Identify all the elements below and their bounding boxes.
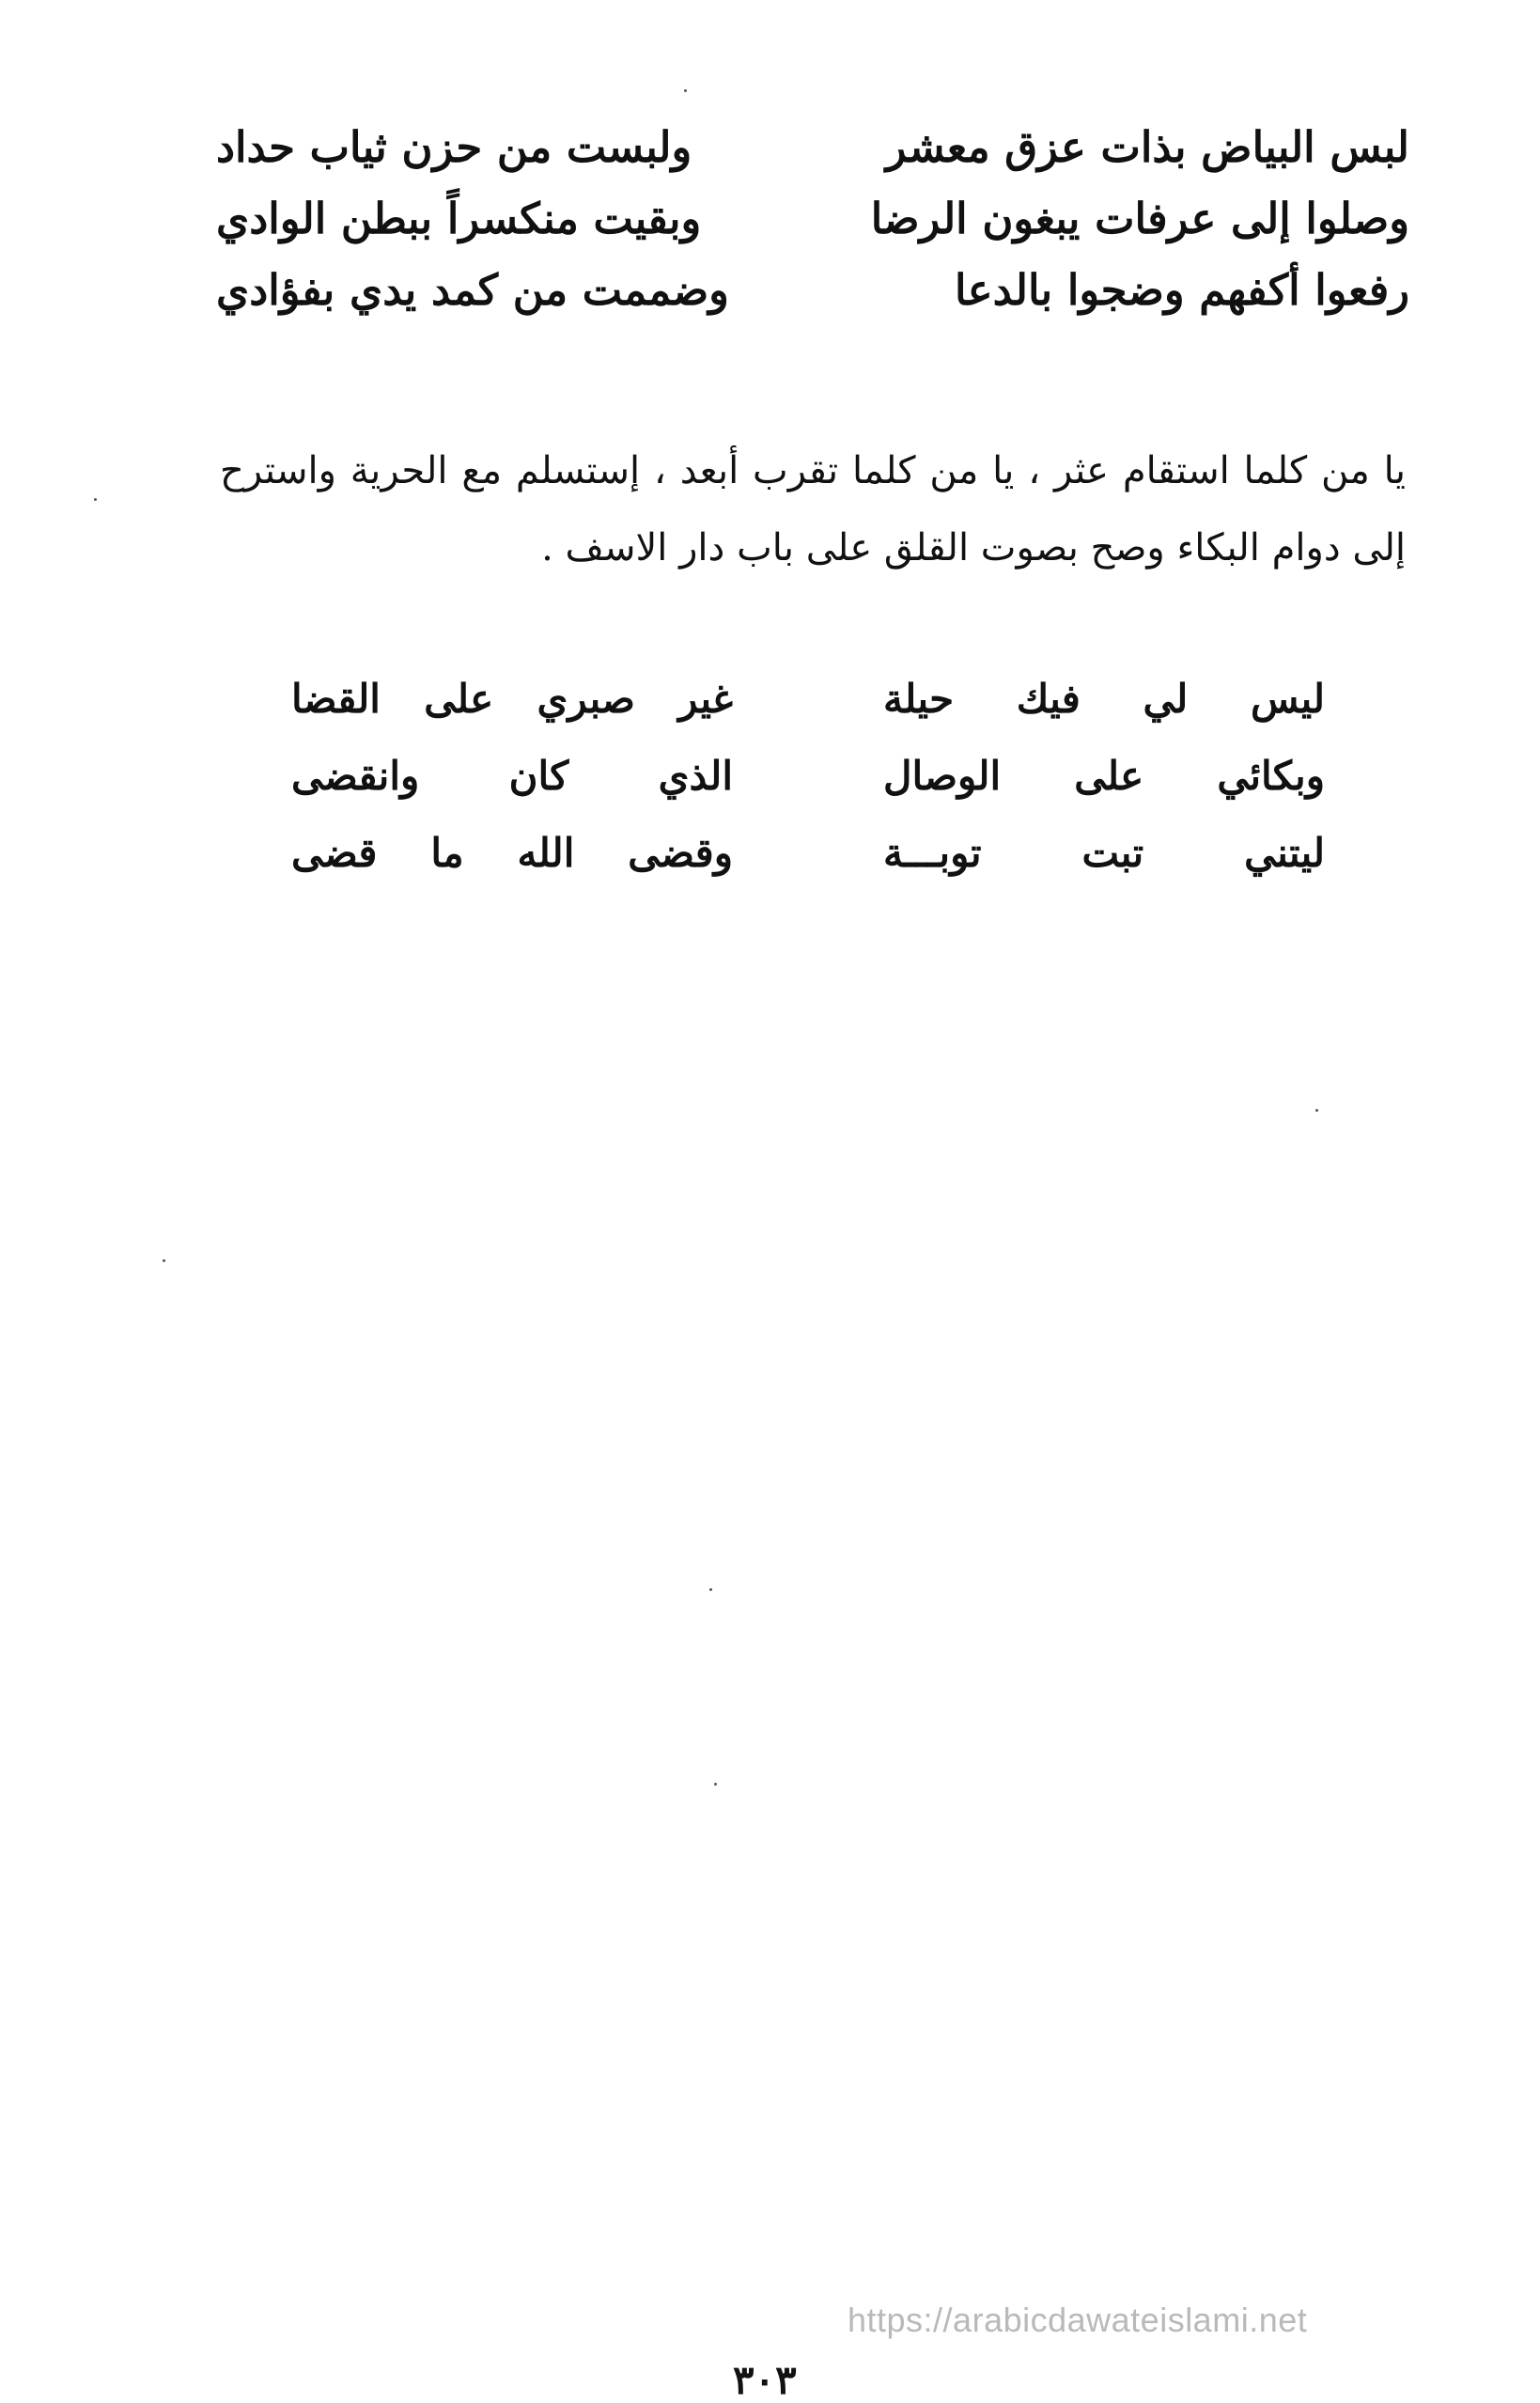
watermark-url: https://arabicdawateislami.net bbox=[848, 2301, 1308, 2339]
page-number: ٣٠٣ bbox=[733, 2357, 797, 2403]
verse-line bbox=[216, 111, 1409, 182]
verse-hemistich-first: وصلوا إلى عرفات يبغون الرضا bbox=[870, 193, 1409, 243]
verse-line bbox=[216, 182, 1409, 254]
verse-hemistich-second: ولبست من حزن ثياب حداد bbox=[216, 121, 692, 172]
verse-line bbox=[216, 254, 1409, 325]
verse-hemistich-first: ليس لي فيك حيلة bbox=[883, 675, 1325, 722]
verse-hemistich-first: لبس البياض بذات عزق معشر bbox=[885, 121, 1409, 172]
verse-line bbox=[291, 737, 1325, 814]
scan-speck bbox=[163, 1259, 165, 1262]
verse-hemistich-second: الذي كان وانقضى bbox=[291, 752, 733, 799]
verse-hemistich-first: وبكائي على الوصال bbox=[883, 752, 1325, 799]
verse-hemistich-second: وبقيت منكسراً ببطن الوادي bbox=[216, 193, 702, 243]
verse-hemistich-second: وقضى الله ما قضى bbox=[291, 829, 733, 876]
scan-speck bbox=[709, 1588, 712, 1591]
verse-block-top bbox=[216, 111, 1409, 325]
scan-speck bbox=[684, 89, 687, 92]
verse-hemistich-first: رفعوا أكفهم وضجوا بالدعا bbox=[955, 264, 1409, 315]
scan-speck bbox=[94, 498, 97, 501]
verse-hemistich-second: غير صبري على القضا bbox=[291, 675, 733, 722]
verse-hemistich-second: وضممت من كمد يدي بفؤادي bbox=[216, 264, 729, 315]
verse-hemistich-first: ليتني تبت توبـــة bbox=[883, 829, 1325, 876]
verse-line bbox=[291, 660, 1325, 737]
verse-block-bottom bbox=[291, 660, 1325, 891]
prose-paragraph: يا من كلما استقام عثر ، يا من كلما تقرب أبعد ، إستسلم مع الحرية واسترح إلى دوام البكاء وصح بصوت القلق على باب دار الاسف . bbox=[220, 449, 1406, 570]
verse-line bbox=[291, 814, 1325, 891]
scan-speck bbox=[714, 1783, 717, 1786]
scan-speck bbox=[1315, 1109, 1318, 1112]
